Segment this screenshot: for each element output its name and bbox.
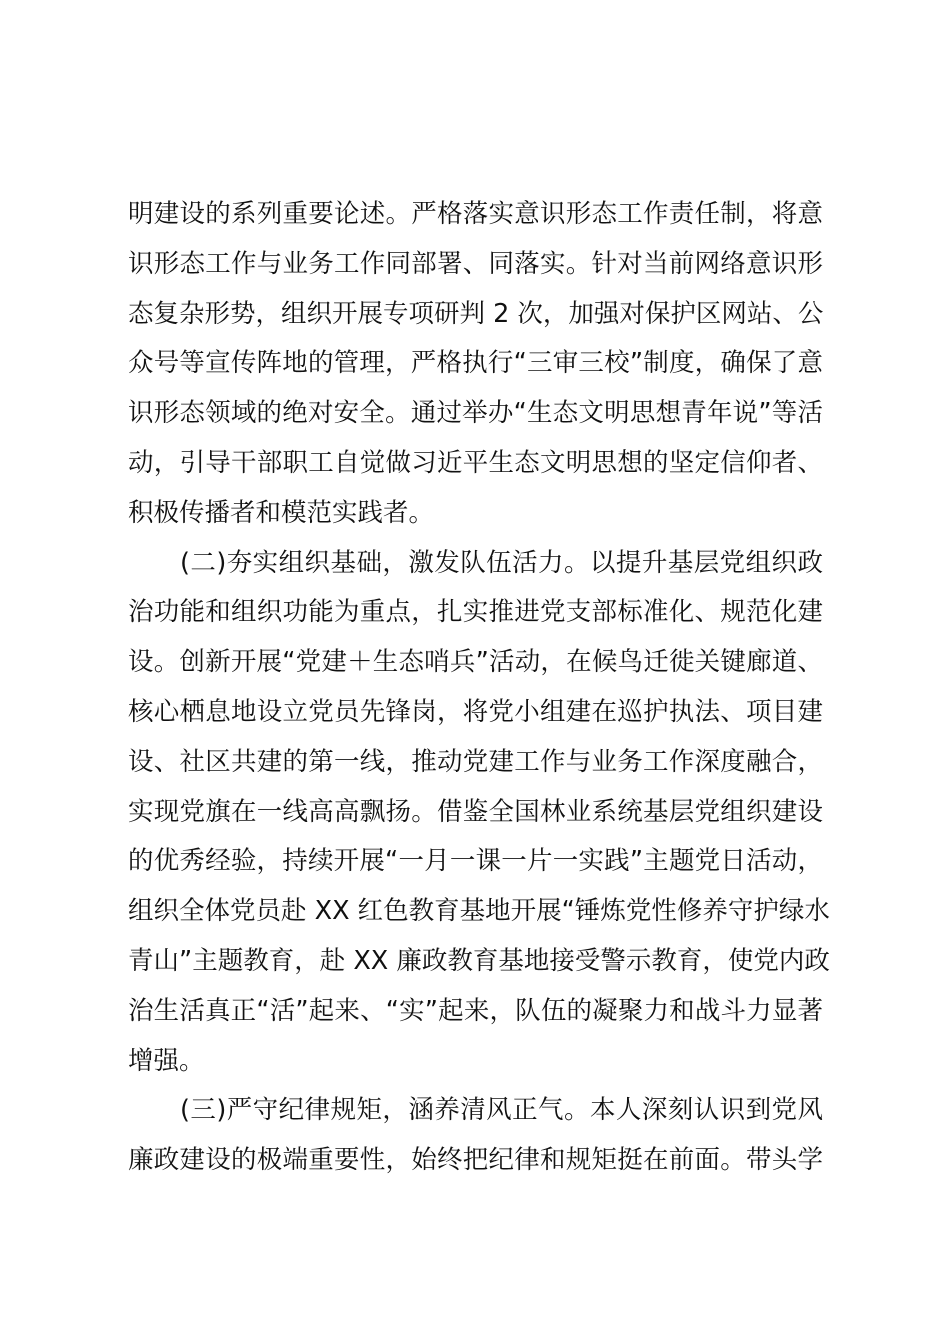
document-body <box>128 190 830 1186</box>
text-line: 治生活真正“活”起来、“实”起来，队伍的凝聚力和战斗力显著 <box>128 995 823 1026</box>
text-line: 明建设的系列重要论述。严格落实意识形态工作责任制，将意 <box>128 199 823 229</box>
text-line: (三)严守纪律规矩，涵养清风正气。本人深刻认识到党风 <box>180 1095 823 1126</box>
text-line: 核心栖息地设立党员先锋岗，将党小组建在巡护执法、项目建 <box>128 696 823 727</box>
paragraph <box>128 190 823 539</box>
paragraph <box>128 539 830 1087</box>
text-line: 设。创新开展“党建＋生态哨兵”活动，在候鸟迁徙关键廊道、 <box>128 647 823 678</box>
text-line: 识形态领域的绝对安全。通过举办“生态文明思想青年说”等活 <box>128 398 823 429</box>
text-line: (二)夯实组织基础，激发队伍活力。以提升基层党组织政 <box>180 547 823 578</box>
paragraph <box>128 1086 823 1186</box>
text-line: 治功能和组织功能为重点，扎实推进党支部标准化、规范化建 <box>128 597 823 628</box>
text-line: 廉政建设的极端重要性，始终把纪律和规矩挺在前面。带头学 <box>128 1145 823 1176</box>
text-line: 识形态工作与业务工作同部署、同落实。针对当前网络意识形 <box>128 248 823 279</box>
text-line: 设、社区共建的第一线，推动党建工作与业务工作深度融合， <box>128 746 823 777</box>
text-line: 态复杂形势，组织开展专项研判 2 次，加强对保护区网站、公 <box>128 298 824 329</box>
text-line: 积极传播者和模范实践者。 <box>128 497 435 528</box>
text-line: 实现党旗在一线高高飘扬。借鉴全国林业系统基层党组织建设 <box>128 796 823 827</box>
text-line: 组织全体党员赴 XX 红色教育基地开展“锤炼党性修养守护绿水 <box>128 896 830 927</box>
text-line: 动，引导干部职工自觉做习近平生态文明思想的坚定信仰者、 <box>128 447 823 478</box>
text-line: 青山”主题教育，赴 XX 廉政教育基地接受警示教育，使党内政 <box>128 945 830 976</box>
text-line: 增强。 <box>128 1045 205 1076</box>
text-line: 的优秀经验，持续开展“一月一课一片一实践”主题党日活动， <box>128 846 823 877</box>
text-line: 众号等宣传阵地的管理，严格执行“三审三校”制度，确保了意 <box>128 348 823 379</box>
